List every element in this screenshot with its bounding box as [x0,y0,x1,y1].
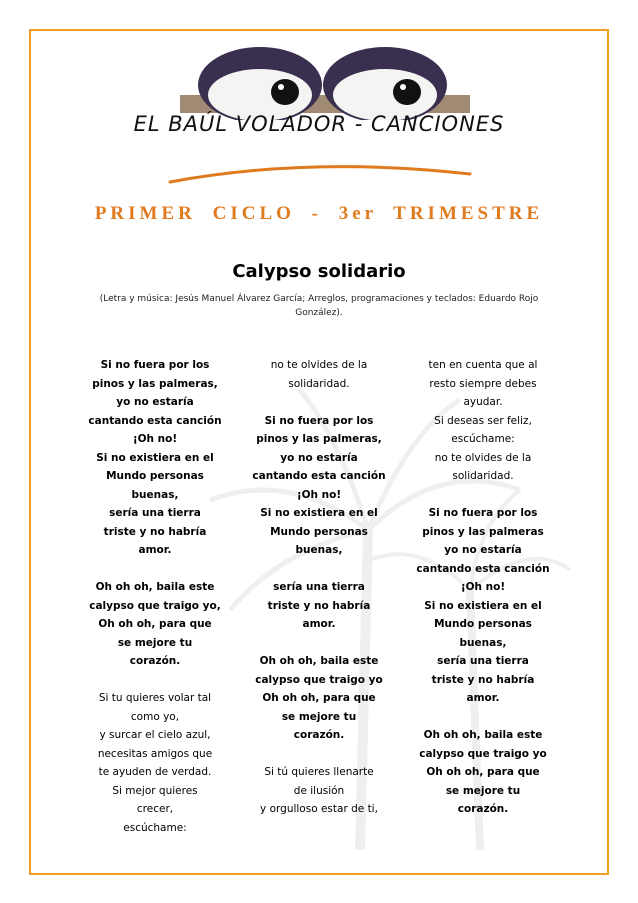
verse-block [86,689,224,837]
lyric-line: ¡Oh no! [132,433,178,445]
chorus-block [86,356,224,560]
verse-block [250,356,388,393]
brand-title: EL BAÚL VOLADOR - CANCIONES [133,112,505,136]
lyric-line: amor. [138,544,172,556]
lyric-line: buenas, [131,488,179,501]
lyric-line: pinos y las palmeras [422,525,544,538]
lyric-line: necesitas amigos que [97,747,213,760]
lyric-line: resto siempre debes [429,377,537,390]
swoosh-decoration [160,148,480,188]
lyric-line: Oh oh oh, baila este [95,581,215,593]
refrain-block [250,652,388,745]
lyric-line: amor. [302,618,336,630]
lyric-line: pinos y las palmeras, [256,433,382,445]
lyric-line: Si tú quieres llenarte [264,766,374,778]
lyric-line: Si no fuera por los [100,359,210,371]
lyric-line: y surcar el cielo azul, [99,729,211,741]
lyric-line: yo no estaría [444,544,522,556]
song-credits: (Letra y música: Jesús Manuel Álvarez García; Arreglos, programaciones y teclados: Eduardo Rojo González). [99,294,539,318]
chorus-block [250,578,388,634]
lyric-line: Oh oh oh, para que [426,766,540,778]
lyric-line: yo no estaría [280,451,358,464]
lyric-line: Si no existiera en el [96,451,214,464]
lyric-line: corazón. [457,803,509,815]
lyric-line: no te olvides de la [434,451,532,464]
lyric-line: corazón. [293,729,345,741]
lyric-line: se mejore tu [445,784,521,797]
lyrics-column-3 [414,356,552,819]
lyric-line: calypso que traigo yo [255,673,383,686]
lyric-line: Si deseas ser feliz, [434,414,532,427]
lyric-line: amor. [466,692,500,704]
lyrics-column-1 [86,356,224,837]
lyric-line: Si no existiera en el [260,507,378,519]
verse-block [250,763,388,819]
cycle-heading: PRIMER CICLO - 3er TRIMESTRE [94,203,544,224]
eyes-logo-icon [175,40,475,120]
lyric-line: triste y no habría [103,525,207,538]
lyric-line: cantando esta canción [416,562,550,575]
lyric-line: te ayuden de verdad. [98,766,212,778]
lyric-line: ayudar. [463,396,503,408]
lyrics-column-2 [250,356,388,819]
lyric-line: buenas, [295,544,343,556]
lyric-line: Si no fuera por los [428,507,538,519]
lyric-line: Si mejor quieres [112,784,198,797]
lyric-line: cantando esta canción [252,470,386,482]
lyric-line: ¡Oh no! [296,488,342,501]
lyric-line: calypso que traigo yo, [89,599,221,612]
lyric-line: triste y no habría [431,673,535,686]
chorus-block [414,504,552,708]
lyric-line: Si tu quieres volar tal [98,692,212,704]
lyric-line: escúchame: [451,433,515,445]
lyric-line: cantando esta canción [88,414,222,427]
verse-block [414,356,552,486]
lyric-line: solidaridad. [288,377,350,390]
lyric-line: triste y no habría [267,599,371,612]
lyric-line: como yo, [130,710,180,723]
lyric-line: de ilusión [293,784,345,797]
lyric-line: Mundo personas [434,618,532,630]
lyric-line: se mejore tu [117,636,193,649]
chorus-block [250,412,388,560]
lyric-line: escúchame: [123,821,187,834]
lyric-line: sería una tierra [273,581,365,593]
lyric-line: ¡Oh no! [460,581,506,593]
lyric-line: y orgulloso estar de ti, [260,803,378,815]
lyric-line: solidaridad. [452,470,514,482]
lyric-line: ten en cuenta que al [428,359,538,371]
lyric-line: pinos y las palmeras, [92,377,218,390]
lyric-line: Mundo personas [106,470,204,482]
lyric-line: no te olvides de la [270,359,368,371]
song-title: Calypso solidario [232,261,406,282]
lyric-line: corazón. [129,655,181,667]
lyric-line: crecer, [136,803,174,815]
lyric-line: Oh oh oh, para que [262,692,376,704]
lyric-line: sería una tierra [437,655,529,667]
lyric-line: se mejore tu [281,710,357,723]
lyric-line: Oh oh oh, para que [98,618,212,630]
lyric-line: buenas, [459,636,507,649]
lyric-line: Si no existiera en el [424,599,542,612]
lyric-line: sería una tierra [109,507,201,519]
lyric-line: Oh oh oh, baila este [423,729,543,741]
lyric-line: Oh oh oh, baila este [259,655,379,667]
lyric-line: calypso que traigo yo [419,747,547,760]
lyric-line: Mundo personas [270,525,368,538]
refrain-block [86,578,224,671]
lyric-line: yo no estaría [116,396,194,408]
refrain-block [414,726,552,819]
lyric-line: Si no fuera por los [264,414,374,427]
